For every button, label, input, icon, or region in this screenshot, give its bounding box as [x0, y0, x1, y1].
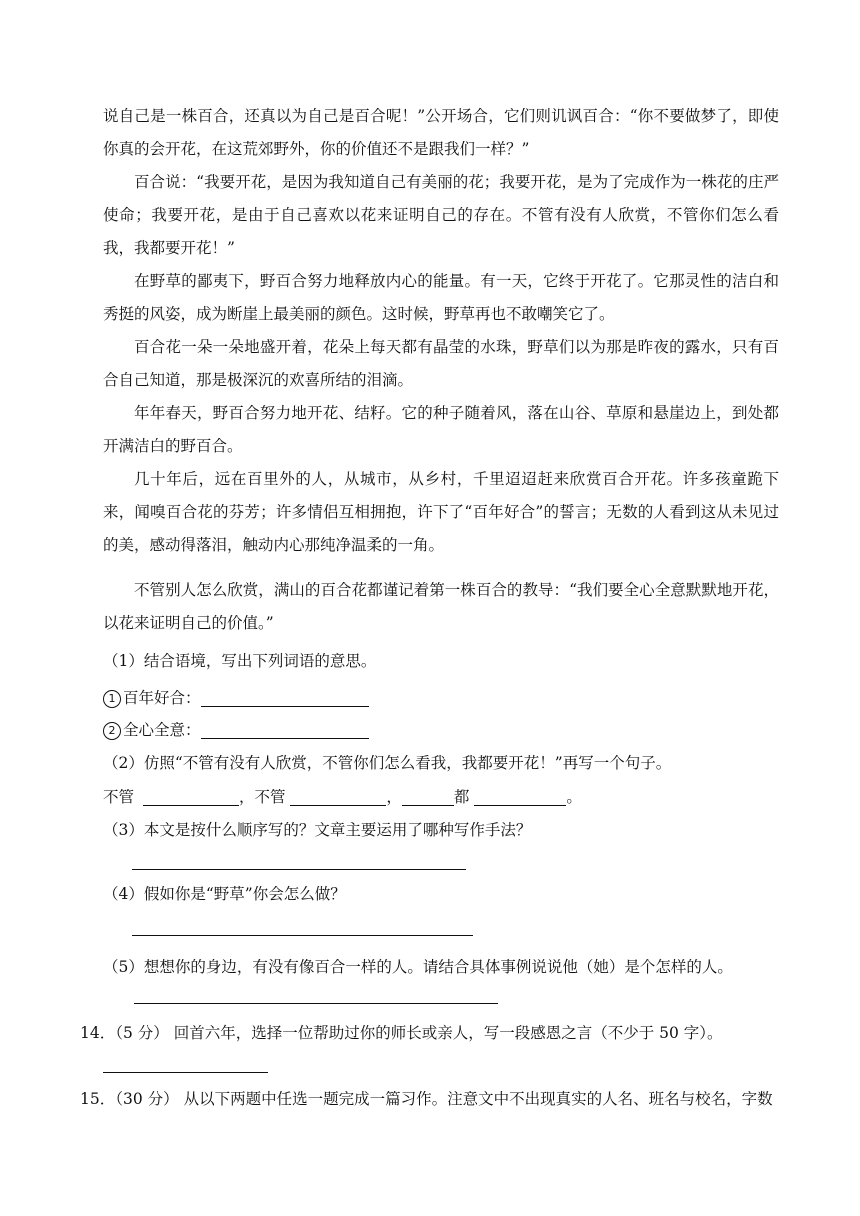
circled-number-1: 1 — [103, 690, 121, 708]
answer-blank-1-2[interactable] — [201, 720, 369, 739]
answer-blank-2-4[interactable] — [474, 787, 566, 806]
passage-paragraph-6: 几十年后，远在百里外的人，从城市，从乡村，千里迢迢赶来欣赏百合开花。许多孩童跪下来，闻嗅百合花的芬芳；许多情侣互相拥抱，许下了“百年好合”的誓言；无数的人看到这从未见过的美，感动得落泪，触动内心那纯净温柔的一角。 — [103, 470, 779, 554]
question-1-item-1-label: 百年好合： — [123, 689, 201, 707]
answer-line-5[interactable] — [134, 1003, 498, 1004]
question-15-score: （30 分） — [115, 1090, 179, 1108]
passage-paragraph-7: 不管别人怎么欣赏，满山的百合花都谨记着第一株百合的教导：“我们要全心全意默默地开花，以花来证明自己的价值。” — [103, 581, 779, 632]
question-5-prompt: （5）想想你的身边，有没有像百合一样的人。请结合具体事例说说他（她）是个怎样的人。 — [103, 958, 733, 976]
question-15 — [80, 1083, 773, 1116]
question-15-text: 从以下两题中任选一题完成一篇习作。注意文中不出现真实的人名、班名与校名，字数 — [183, 1090, 773, 1108]
template-word-3: ， — [386, 788, 402, 806]
question-14-number: 14． — [80, 1024, 116, 1042]
question-4-prompt: （4）假如你是“野草”你会怎么做？ — [103, 885, 346, 903]
answer-blank-2-3[interactable] — [402, 787, 454, 806]
template-word-2: ，不管 — [238, 788, 286, 806]
question-1-prompt: （1）结合语境，写出下列词语的意思。 — [103, 652, 377, 670]
answer-blank-1-1[interactable] — [201, 688, 369, 707]
question-1-item-2 — [103, 714, 369, 747]
question-2-template — [103, 781, 582, 814]
question-1-item-2-label: 全心全意： — [123, 721, 201, 739]
answer-blank-2-2[interactable] — [290, 787, 386, 806]
question-14-text: 回首六年，选择一位帮助过你的师长或亲人，写一段感恩之言（不少于 50 字）。 — [173, 1024, 723, 1042]
passage-paragraph-4: 百合花一朵一朵地盛开着，花朵上每天都有晶莹的水珠，野草们以为那是昨夜的露水，只有百合自己知道，那是极深沉的欢喜所结的泪滴。 — [103, 338, 779, 389]
answer-line-3[interactable] — [132, 869, 466, 870]
answer-line-4[interactable] — [132, 935, 473, 936]
template-word-5: 。 — [566, 788, 582, 806]
question-14 — [80, 1017, 723, 1050]
question-3-prompt: （3）本文是按什么顺序写的？文章主要运用了哪种写作手法？ — [103, 821, 532, 839]
question-1-item-1 — [103, 682, 369, 715]
answer-blank-2-1[interactable] — [143, 787, 239, 806]
answer-line-14[interactable] — [103, 1072, 268, 1073]
question-2-prompt: （2）仿照“不管有没有人欣赏，不管你们怎么看我，我都要开花！”再写一个句子。 — [103, 754, 672, 772]
template-word-4: 都 — [453, 788, 470, 806]
passage-paragraph-2: 百合说：“我要开花，是因为我知道自己有美丽的花；我要开花，是为了完成作为一株花的庄严使命；我要开花，是由于自己喜欢以花来证明自己的存在。不管有没有人欣赏，不管你们怎么看我，我都要开花！” — [103, 173, 779, 257]
template-word-1: 不管 — [103, 788, 135, 806]
question-15-number: 15． — [80, 1090, 116, 1108]
passage-paragraph-1: 说自己是一株百合，还真以为自己是百合呢！”公开场合，它们则讥讽百合：“你不要做梦了，即使你真的会开花，在这荒郊野外，你的价值还不是跟我们一样？” — [103, 107, 779, 158]
passage-paragraph-3: 在野草的鄙夷下，野百合努力地释放内心的能量。有一天，它终于开花了。它那灵性的洁白和秀挺的风姿，成为断崖上最美丽的颜色。这时候，野草再也不敢嘲笑它了。 — [103, 272, 779, 323]
passage-paragraph-5: 年年春天，野百合努力地开花、结籽。它的种子随着风，落在山谷、草原和悬崖边上，到处都开满洁白的野百合。 — [103, 404, 779, 455]
question-14-score: （5 分） — [115, 1024, 169, 1042]
circled-number-2: 2 — [103, 722, 121, 740]
